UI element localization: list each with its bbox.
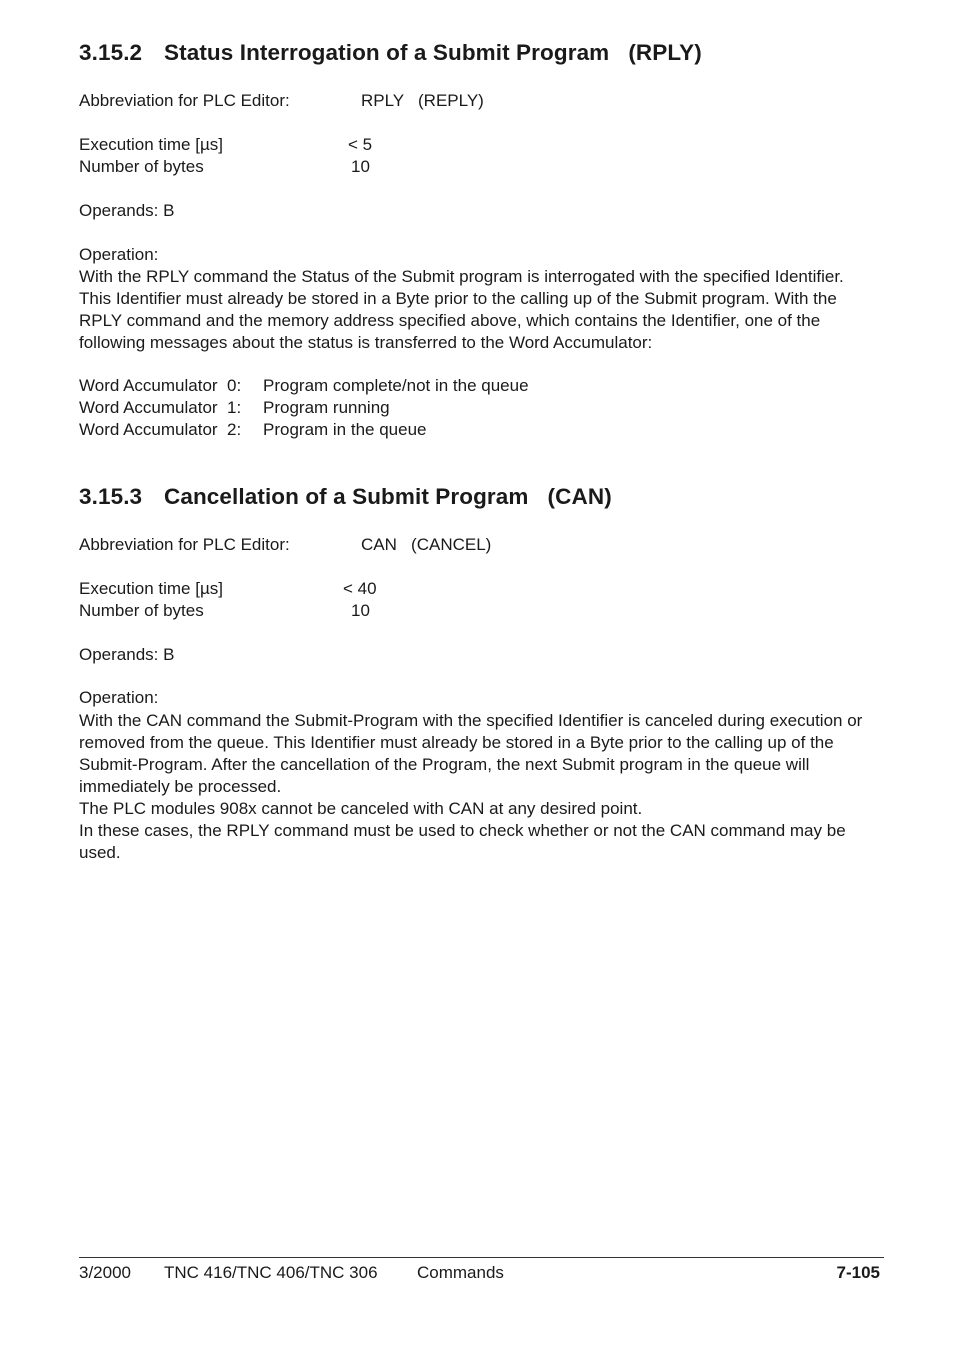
exec-time-label: Execution time [µs] bbox=[79, 135, 223, 154]
section-number: 3.15.3 bbox=[79, 484, 143, 509]
section-number: 3.15.2 bbox=[79, 40, 143, 65]
section-title: Status Interrogation of a Submit Program (RPLY) bbox=[164, 40, 702, 65]
bytes-value: 10 bbox=[351, 601, 370, 620]
operation-text-1: The PLC modules 908x cannot be canceled with CAN at any desired point. bbox=[79, 799, 643, 818]
operation-text: With the RPLY command the Status of the Submit program is interrogated with the specified Identifier. This Identifier must already be stored in a Byte prior to the calling up of the Submit program. With the RPLY command and the memory address specified above, which contains the Identifier, one of the following messages about the status is transferred to the Word Accumulator: bbox=[79, 267, 844, 352]
section-title: Cancellation of a Submit Program (CAN) bbox=[164, 484, 612, 509]
operands: Operands: B bbox=[79, 645, 175, 664]
accumulator-text-2: Program in the queue bbox=[263, 420, 427, 439]
abbr-label: Abbreviation for PLC Editor: bbox=[79, 91, 290, 110]
abbr-label: Abbreviation for PLC Editor: bbox=[79, 535, 290, 554]
bytes-value: 10 bbox=[351, 157, 370, 176]
operation-text-2: In these cases, the RPLY command must be used to check whether or not the CAN command may be used. bbox=[79, 821, 846, 862]
operation-label: Operation: bbox=[79, 688, 159, 707]
exec-time-label: Execution time [µs] bbox=[79, 579, 223, 598]
exec-time-value: < 40 bbox=[343, 579, 377, 598]
bytes-label: Number of bytes bbox=[79, 601, 204, 620]
page-number: 7-105 bbox=[836, 1263, 880, 1282]
accumulator-label-0: Word Accumulator 0: bbox=[79, 376, 242, 395]
accumulator-text-0: Program complete/not in the queue bbox=[263, 376, 529, 395]
abbr-value: CAN (CANCEL) bbox=[361, 535, 492, 554]
operation-description bbox=[79, 266, 879, 354]
abbr-value: RPLY (REPLY) bbox=[361, 91, 484, 110]
footer-product: TNC 416/TNC 406/TNC 306 bbox=[164, 1263, 378, 1282]
operation-description bbox=[79, 710, 879, 864]
accumulator-text-1: Program running bbox=[263, 398, 390, 417]
operands: Operands: B bbox=[79, 201, 175, 220]
section-heading-can bbox=[79, 484, 612, 510]
footer-divider bbox=[79, 1257, 884, 1258]
operation-text-0: With the CAN command the Submit-Program with the specified Identifier is canceled during execution or removed from the queue. This Identifier must already be stored in a Byte prior to the calling up of the Submit-Program. After the cancellation of the Program, the next Submit program in the queue will immediately be processed. bbox=[79, 711, 863, 796]
accumulator-label-1: Word Accumulator 1: bbox=[79, 398, 242, 417]
accumulator-label-2: Word Accumulator 2: bbox=[79, 420, 242, 439]
footer-date: 3/2000 bbox=[79, 1263, 131, 1282]
exec-time-value: < 5 bbox=[348, 135, 373, 154]
footer-chapter: Commands bbox=[417, 1263, 504, 1282]
bytes-label: Number of bytes bbox=[79, 157, 204, 176]
operation-label: Operation: bbox=[79, 245, 159, 264]
section-heading-rply bbox=[79, 40, 702, 66]
